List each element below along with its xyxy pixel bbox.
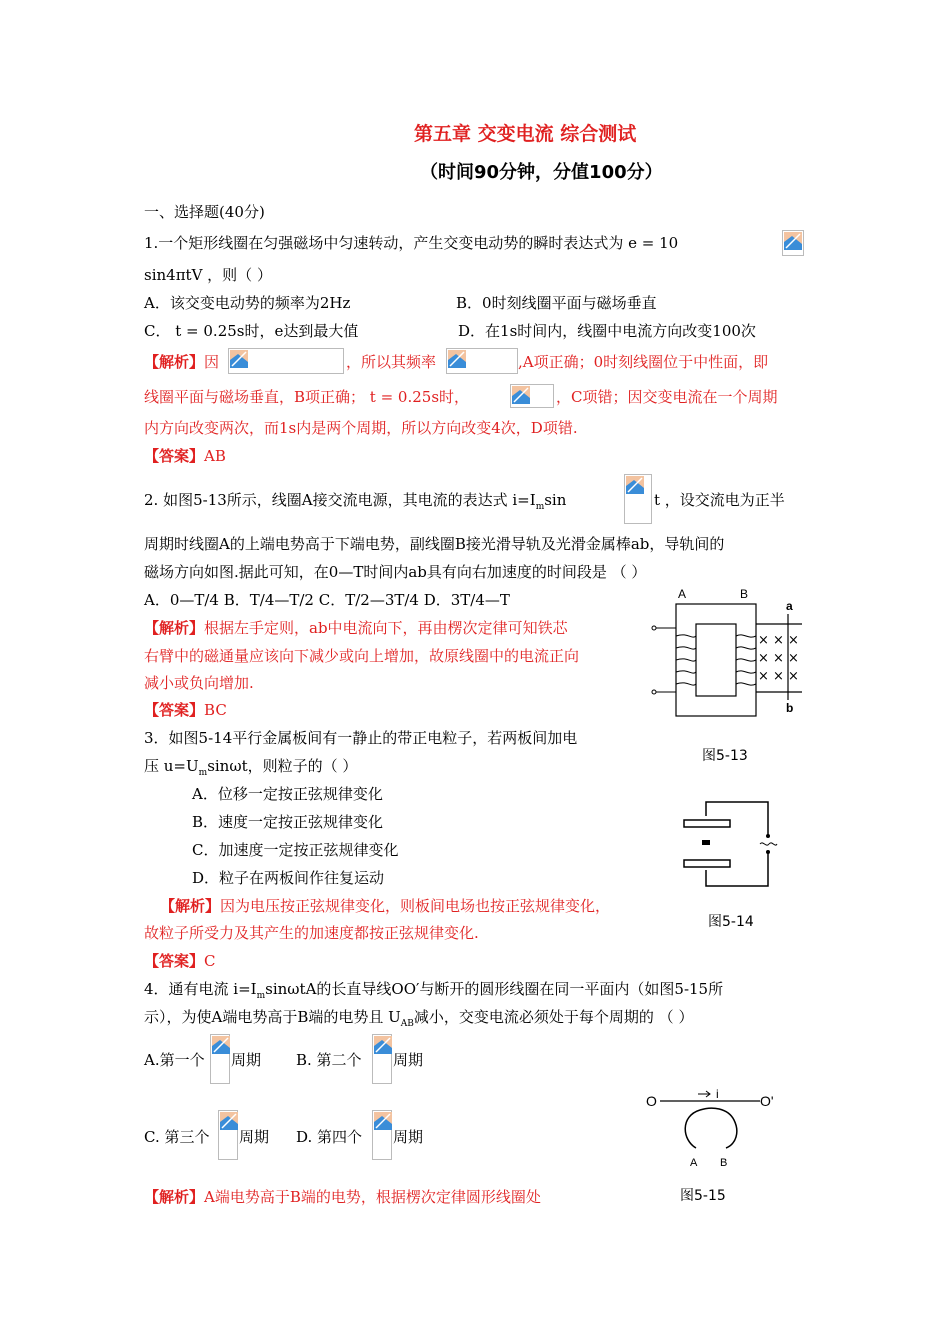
page-subtitle: （时间90分钟，分值100分） — [420, 162, 663, 183]
q3-stem-line1: 3．如图5-14平行金属板间有一静止的带正电粒子，若两板间加电 — [144, 729, 578, 747]
q2-analysis-line1 — [144, 618, 568, 638]
q3-stem-line2 — [144, 756, 357, 783]
analysis-text: 根据左手定则，ab中电流向下，再由楞次定律可知铁芯 — [204, 619, 568, 637]
subscript: AB — [400, 1019, 414, 1029]
q2-stem-line1c: t ，设交流电为正半 — [654, 491, 785, 509]
answer-value: BC — [204, 701, 227, 719]
q1-analysis-line1b: ，所以其频率 — [346, 353, 437, 371]
analysis-text: A端电势高于B端的电势，根据楞次定律圆形线圈处 — [204, 1188, 541, 1206]
rod-end-b: b — [786, 701, 794, 715]
q4-option-c-suffix: 周期 — [239, 1128, 270, 1146]
q1-option-b: B．0时刻线圈平面与磁场垂直 — [456, 294, 657, 312]
svg-text:× × ×: × × × — [758, 633, 799, 648]
broken-image-icon — [626, 476, 644, 494]
rod-end-a: a — [786, 599, 793, 613]
formula-image — [782, 230, 804, 256]
analysis-text: 因 — [204, 353, 220, 371]
ac-source-icon — [760, 843, 777, 845]
broken-image-icon — [784, 232, 802, 250]
subscript: m — [198, 768, 208, 778]
q1-option-a: A．该交变电动势的频率为2Hz — [144, 294, 351, 312]
q4-option-b: B. 第二个 — [296, 1051, 362, 1069]
broken-image-icon — [512, 386, 530, 404]
fig-label-a-end: A — [690, 1157, 698, 1169]
answer-label: 【答案】 — [144, 952, 205, 970]
analysis-text: 因为电压按正弦规律变化，则板间电场也按正弦规律变化， — [220, 897, 611, 915]
broken-image-icon — [230, 350, 248, 368]
q1-analysis-line1 — [144, 352, 219, 372]
section-heading: 一、选择题(40分) — [144, 203, 265, 221]
answer-value: C — [204, 952, 216, 970]
analysis-label: 【解析】 — [160, 897, 221, 915]
q2-stem-text: 2. 如图5-13所示，线圈A接交流电源，其电流的表达式 i=I — [144, 491, 536, 509]
terminal — [652, 626, 656, 630]
q3-analysis-line1 — [160, 896, 610, 916]
q2-stem-line2: 周期时线圈A的上端电势高于下端电势，副线圈B接光滑导轨及光滑金属棒ab，导轨间的 — [144, 535, 725, 553]
formula-image — [228, 348, 344, 374]
q4-option-d-suffix: 周期 — [393, 1128, 424, 1146]
q2-analysis-line3: 减小或负向增加. — [144, 674, 254, 692]
upper-plate — [684, 820, 730, 827]
fraction-image — [218, 1110, 238, 1160]
formula-image — [624, 474, 652, 524]
q4-option-c: C. 第三个 — [144, 1128, 210, 1146]
formula-image — [446, 348, 518, 374]
core-window — [696, 624, 736, 696]
q3-option-d: D．粒子在两板间作往复运动 — [192, 869, 385, 887]
answer-label: 【答案】 — [144, 701, 205, 719]
q4-stem-text: sinωtA的长直导线OO′与断开的圆形线圈在同一平面内（如图5-15所 — [265, 980, 724, 998]
q1-option-d: D．在1s时间内，线圈中电流方向改变100次 — [458, 322, 756, 340]
q4-option-a: A.第一个 — [144, 1051, 205, 1069]
q4-stem-line1 — [144, 979, 723, 1006]
q4-option-a-suffix: 周期 — [231, 1051, 262, 1069]
formula-image — [510, 384, 554, 408]
analysis-label: 【解析】 — [144, 619, 205, 637]
fraction-image — [372, 1110, 392, 1160]
broken-image-icon — [374, 1036, 392, 1054]
q1-option-c: C． t = 0.25s时，e达到最大值 — [144, 322, 359, 340]
broken-image-icon — [212, 1036, 230, 1054]
q3-option-c: C．加速度一定按正弦规律变化 — [192, 841, 399, 859]
fig-label-b: B — [740, 587, 749, 601]
fig-label-b-end: B — [720, 1157, 728, 1169]
q2-options: A．0—T/4 B．T/4—T/2 C．T/2—3T/4 D．3T/4—T — [144, 591, 510, 609]
q4-option-b-suffix: 周期 — [393, 1051, 424, 1069]
fraction-image — [372, 1034, 392, 1084]
secondary-coil — [736, 635, 756, 685]
terminal — [766, 834, 770, 838]
subscript: m — [535, 502, 545, 512]
figure-5-15-caption: 图5-15 — [680, 1188, 726, 1204]
q1-analysis-line2: 线圈平面与磁场垂直，B项正确； t = 0.25s时， — [144, 388, 470, 406]
q4-analysis-line1 — [144, 1187, 541, 1207]
q3-analysis-line2: 故粒子所受力及其产生的加速度都按正弦规律变化. — [144, 924, 479, 942]
figure-5-13-caption: 图5-13 — [702, 748, 748, 764]
answer-label: 【答案】 — [144, 447, 205, 465]
q3-answer — [144, 951, 216, 971]
q1-analysis-line1c: ,A项正确；0时刻线圈位于中性面，即 — [518, 353, 769, 371]
circuit-wire — [706, 802, 768, 886]
q4-option-d: D. 第四个 — [296, 1128, 363, 1146]
current-arrow-icon — [698, 1091, 710, 1097]
terminal — [652, 690, 656, 694]
q2-stem-text: sin — [544, 491, 567, 509]
q4-stem-line2 — [144, 1007, 693, 1034]
analysis-label: 【解析】 — [144, 1188, 205, 1206]
fig-label-a: A — [678, 587, 687, 601]
fig-label-o: O — [646, 1093, 657, 1109]
figure-5-13 — [648, 584, 808, 722]
subscript: m — [256, 991, 266, 1001]
q1-answer — [144, 446, 226, 466]
lower-plate — [684, 860, 730, 867]
q1-analysis-line3: 内方向改变两次，而1s内是两个周期，所以方向改变4次，D项错. — [144, 419, 578, 437]
q2-stem-line3: 磁场方向如图.据此可知，在0—T时间内ab具有向右加速度的时间段是 （ ） — [144, 563, 647, 581]
q3-option-a: A．位移一定按正弦规律变化 — [192, 785, 383, 803]
fraction-image — [210, 1034, 230, 1084]
q4-stem-text: 4．通有电流 i=I — [144, 980, 257, 998]
analysis-label: 【解析】 — [144, 353, 205, 371]
charged-particle — [702, 840, 710, 845]
q4-stem-text: 示），为使A端电势高于B端的电势且 U — [144, 1008, 401, 1026]
svg-text:× × ×: × × × — [758, 669, 799, 684]
fig-label-i: i — [716, 1087, 719, 1101]
q1-stem-line2: sin4πtV ，则（ ） — [144, 266, 272, 284]
q2-stem-line1 — [144, 490, 566, 517]
fig-label-o-prime: O' — [760, 1093, 774, 1109]
q3-stem-text: 压 u=U — [144, 757, 199, 775]
broken-image-icon — [374, 1112, 392, 1130]
page-title: 第五章 交变电流 综合测试 — [414, 123, 637, 145]
broken-image-icon — [448, 350, 466, 368]
figure-5-14-caption: 图5-14 — [708, 914, 754, 930]
broken-image-icon — [220, 1112, 238, 1130]
q2-analysis-line2: 右臂中的磁通量应该向下减少或向上增加，故原线圈中的电流正向 — [144, 647, 580, 665]
q3-stem-text: sinωt，则粒子的（ ） — [207, 757, 358, 775]
magnetic-field-marks — [758, 633, 799, 684]
q3-option-b: B．速度一定按正弦规律变化 — [192, 813, 384, 831]
figure-5-15 — [644, 1082, 784, 1172]
q2-answer — [144, 700, 227, 720]
answer-value: AB — [204, 447, 226, 465]
figure-5-14 — [680, 796, 780, 892]
q4-stem-text: 减小，交变电流必须处于每个周期的 （ ） — [413, 1008, 694, 1026]
open-circular-loop — [685, 1108, 737, 1148]
q1-stem-line1: 1.一个矩形线圈在匀强磁场中匀速转动，产生交变电动势的瞬时表达式为 e = 10 — [144, 234, 679, 252]
terminal — [766, 850, 770, 854]
svg-text:× × ×: × × × — [758, 651, 799, 666]
q1-analysis-line2b: ，C项错；因交变电流在一个周期 — [556, 388, 778, 406]
